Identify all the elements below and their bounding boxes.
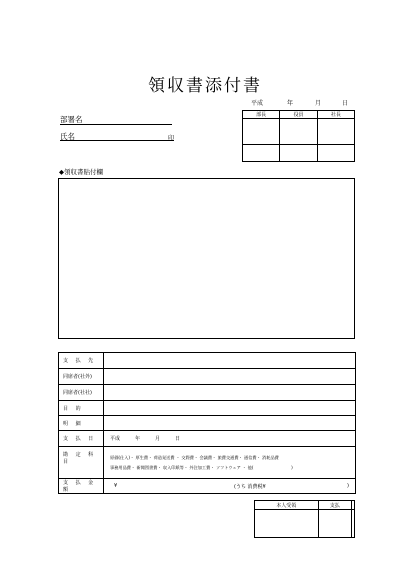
date-year: 年 xyxy=(287,100,294,107)
purpose-field[interactable] xyxy=(104,401,356,416)
confirm-header-payment: 支払 xyxy=(318,501,351,510)
approval-stamp-table xyxy=(242,110,355,162)
row-label-amount: 支 払 金 額 xyxy=(59,479,104,494)
approval-stamp-cell[interactable] xyxy=(317,145,354,162)
approval-header-yakuin: 役員 xyxy=(280,111,317,119)
approval-stamp-cell[interactable] xyxy=(243,119,280,145)
row-label-payee: 支 払 先 xyxy=(59,353,104,369)
name-label: 氏名 xyxy=(60,132,75,141)
amount-field[interactable] xyxy=(104,479,356,494)
row-label-account: 勘 定 科 目 xyxy=(59,447,104,479)
approval-stamp-cell[interactable] xyxy=(280,145,317,162)
payment-date-field[interactable]: 平成 年 月 日 xyxy=(104,431,356,447)
date-day: 日 xyxy=(342,100,349,107)
confirm-stamp-cell[interactable] xyxy=(318,510,351,538)
account-options[interactable] xyxy=(104,447,356,479)
row-label-purpose: 目 的 xyxy=(59,401,104,416)
receipt-section-label: ◆領収書貼付欄 xyxy=(59,168,103,176)
date-month: 月 xyxy=(315,100,322,107)
confirm-stamp-table xyxy=(254,500,355,538)
account-options-line2: 事務用品費・ 新聞図書費・ 収入印紙等・ 外注加工費・ ソフトウェア ・ 他( ) xyxy=(110,464,293,470)
row-label-attendee-internal: 同席者(社社) xyxy=(59,385,104,401)
approval-header-bucho: 部長 xyxy=(243,111,280,119)
receipt-paste-area[interactable] xyxy=(58,178,355,339)
account-options-line1: 原価(仕入)・ 厚生費・ 荷造発送費 ・ 交際費・ 会議費・ 旅費交通費・ 通信費・ 消耗品費 xyxy=(110,454,279,460)
amount-yen: ¥ xyxy=(114,483,118,489)
seal-mark: 印 xyxy=(168,135,175,142)
attendee-internal-field[interactable] xyxy=(104,385,356,401)
amount-tax-close: ) xyxy=(347,483,349,489)
approval-stamp-cell[interactable] xyxy=(243,145,280,162)
confirm-stamp-cell[interactable] xyxy=(351,510,354,538)
approval-stamp-cell[interactable] xyxy=(280,119,317,145)
confirm-header-receiver: 本人受領 xyxy=(255,501,319,510)
details-table xyxy=(58,352,356,494)
amount-tax: (うち 消費税¥ xyxy=(234,484,266,490)
department-underline xyxy=(60,124,172,125)
document-title: 領収書添付書 xyxy=(148,76,262,96)
row-label-details: 明 細 xyxy=(59,416,104,431)
row-label-attendee-external: 同席者(社外) xyxy=(59,369,104,385)
attendee-external-field[interactable] xyxy=(104,369,356,385)
department-label: 部署名 xyxy=(60,115,83,124)
approval-stamp-cell[interactable] xyxy=(317,119,354,145)
approval-header-shacho: 社長 xyxy=(317,111,354,119)
name-underline xyxy=(60,140,174,141)
confirm-stamp-cell[interactable] xyxy=(255,510,319,538)
row-label-payment-date: 支 払 日 xyxy=(59,431,104,447)
details-field[interactable] xyxy=(104,416,356,431)
payee-field[interactable] xyxy=(104,353,356,369)
confirm-header-blank xyxy=(351,501,354,510)
date-era: 平成 xyxy=(251,100,264,107)
